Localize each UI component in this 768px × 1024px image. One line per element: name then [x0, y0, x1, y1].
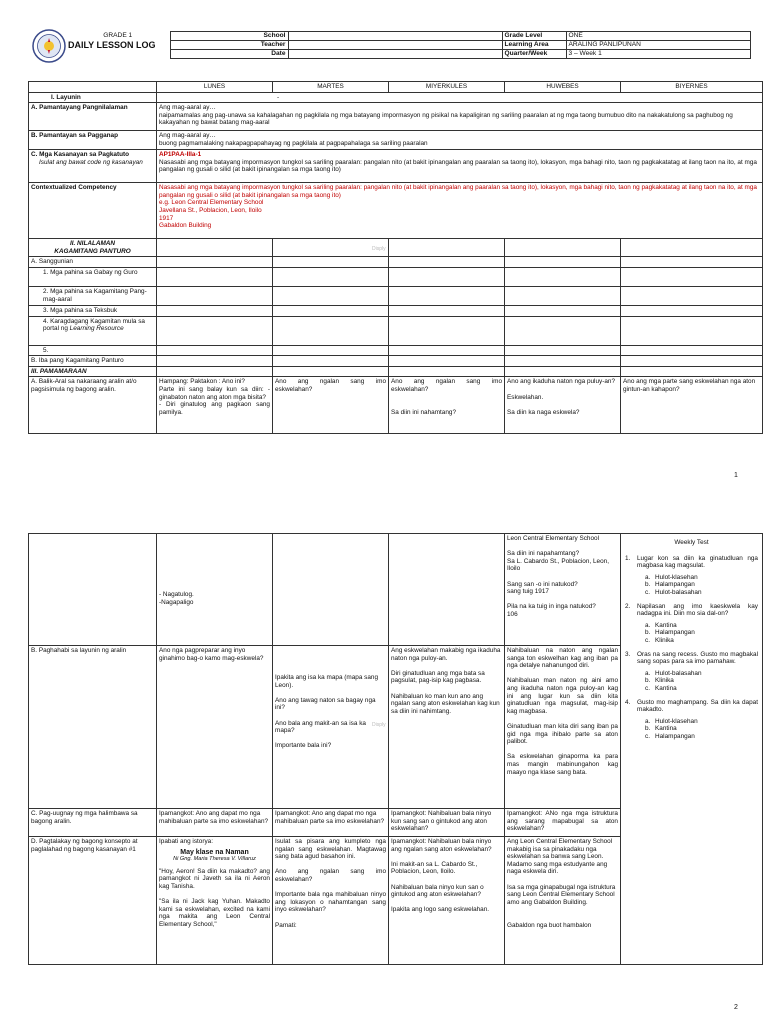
weekly-test-number: 1. — [625, 554, 631, 562]
weekly-test-title: Weekly Test — [674, 539, 709, 546]
weekly-test-choice: a. Hulot-klasehan — [645, 573, 698, 581]
weekly-test-question: Napilasan ang imo kaeskwela kay nadagpa ini. Diin mo sia dal-on? — [637, 602, 758, 618]
pag-uugnay-lunes: Ipamangkot: Ano ang dapat mo nga mahibaluan parte sa imo eskwelahan? — [157, 809, 273, 837]
story-text: "Hoy, Aeron! Sa diin ka makadto? ang pamangkot ni Javeth sa ila ni Aeron kag Tanisha. "Sa ila ni Jack kag Yuhan. Makadto kami sa eskwelahan, excited na kami nga makita ang Leon Central Elementary School," — [159, 867, 270, 928]
sanggunian-five: 5. — [29, 345, 157, 356]
date-value[interactable] — [288, 50, 502, 59]
balik-aral-martes: Ano ang ngalan sang imo eskwelahan? — [273, 377, 389, 434]
grade-level-value[interactable]: ONE — [566, 32, 750, 41]
day-header-biyernes: BIYERNES — [621, 82, 763, 93]
cont-lunes: - Nagatulog. -Nagapaligo — [157, 534, 273, 646]
pamantayan-sa-pagganap-text: Ang mag-aaral ay… buong pagmamalaking nakapagpapahayag ng pagkilala at pagpapahalaga sa sariling paaralan — [157, 131, 763, 150]
lesson-table-page2 — [28, 533, 763, 965]
kasanayan-label: C. Mga Kasanayan sa Pagkatuto — [31, 151, 130, 159]
weekly-test-choice: b. Halampangan — [645, 629, 695, 637]
weekly-test-question: Gusto mo maghampang. Sa diin ka dapat makadto. — [637, 698, 758, 714]
weekly-test-choice: a. Hulot-balasahan — [645, 669, 702, 677]
day-header-lunes: LUNES — [157, 82, 273, 93]
header-table — [28, 31, 751, 59]
weekly-test-item — [625, 699, 758, 741]
contextualized-text: Nasasabi ang mga batayang impormasyon tungkol sa sariling paaralan: pangalan nito (at bakit ipinangalan ang paaralan sa taong ito), lokasyon, mga bahagi nito, taon ng pagkakatatag at ilang taon na ito, at mga pangalan ng gusali o silid (at bakit ipinangalan sa mga taong ito) — [159, 184, 757, 199]
weekly-test-number: 4. — [625, 698, 631, 706]
cont-huwebes: Leon Central Elementary School Sa diin ini napahamtang? Sa L. Cabardo St., Poblacion, Leon, Iloilo Sang san -o ini natukod? sang tuig 1917 Pila na ka tuig in inga natukod? 106 — [505, 534, 621, 646]
weekly-test-choice: c. Halampangan — [645, 732, 695, 740]
story-title: May klase na Naman — [180, 848, 249, 856]
weekly-test-choice: b. Kantina — [645, 725, 677, 733]
learning-area-value[interactable]: ARALING PANLIPUNAN — [566, 41, 750, 50]
page-number-1: 1 — [734, 472, 738, 479]
paghahabi-miyerkules: Ang eskwelahan makabig nga ikaduha naton nga puloy-an. Diri ginatudluan ang mga bata sa pagsulat, pag-isip kag pagbasa. Nahibaluan ko man kun ano ang ngalan sang aton eskwelahan kag kun sa diin ini nahimtang. — [389, 646, 505, 809]
weekly-test-choice: b. Klinika — [645, 677, 674, 685]
layunin-dash: - — [157, 92, 763, 103]
weekly-test-choice: c. Klinika — [645, 636, 674, 644]
lesson-table-page1 — [28, 81, 763, 434]
pagtalakay-martes: Isulat sa pisara ang kumpleto nga ngalan sang eskwelahan. Magtawag sang bata agud basahon ini. Ano ang ngalan sang imo eskwelahan? Importante bala nga mahibaluan ninyo ang lokasyon o nahamtangan sang inyo eskwelahan? Pamati: — [273, 837, 389, 965]
sanggunian-label: A. Sanggunian — [29, 257, 157, 268]
pagtalakay-miyerkules: Ipamangkot: Nahibaluan bala ninyo ang ngalan sang aton eskwelahan? Ini makit-an sa L. Cabardo St., Poblacion, Leon, Iloilo. Nahibaluan bala ninyo kun san o gintukod ang aton eskwelahan? Ipakita ang logo sang eskwelahan. — [389, 837, 505, 965]
quarter-label: Quarter/Week — [502, 50, 566, 59]
kasanayan-text-cell — [157, 150, 763, 183]
day-header-huwebes: HUWEBES — [505, 82, 621, 93]
teacher-value[interactable] — [288, 41, 502, 50]
layunin-label: I. Layunin — [29, 92, 157, 103]
weekly-test-question: Oras na sang recess. Gusto mo magbakal sang sopas para sa imo pamahaw. — [637, 650, 758, 666]
pagtalakay-label: D. Pagtalakay ng bagong konsepto at paglalahad ng bagong kasanayan #1 — [29, 837, 157, 965]
contextualized-label: Contextualized Competency — [29, 183, 157, 239]
weekly-test-choice: c. Kantina — [645, 684, 677, 692]
balik-aral-biyernes: Ano ang mga parte sang eskwelahan nga aton gintun-an kahapon? — [621, 377, 763, 434]
school-value[interactable] — [288, 32, 502, 41]
weekly-test-choice: a. Hulot-klasehan — [645, 717, 698, 725]
paghahabi-lunes: Ano nga pagpreparar ang inyo ginahimo bag-o kamo mag-eskwela? — [157, 646, 273, 809]
sanggunian-lr-portal-italic: Learning Resource — [69, 325, 124, 333]
sanggunian-gabay-guro: 1. Mga pahina sa Gabay ng Guro — [29, 267, 157, 286]
watermark-2: Disply — [372, 722, 386, 728]
pag-uugnay-miyerkules: Ipamangkot: Nahibaluan bala ninyo kun sang san o gintukod ang aton eskwelahan? — [389, 809, 505, 837]
pag-uugnay-label: C. Pag-uugnay ng mga halimbawa sa bagong aralin. — [29, 809, 157, 837]
weekly-test-number: 3. — [625, 650, 631, 658]
school-label: School — [170, 32, 288, 41]
balik-aral-miyerkules: Ano ang ngalan sang imo eskwelahan? Sa diin ini nahamtang? — [389, 377, 505, 434]
day-header-martes: MARTES — [273, 82, 389, 93]
kasanayan-cell — [29, 150, 157, 183]
weekly-test-item — [625, 651, 758, 693]
date-label: Date — [170, 50, 288, 59]
sanggunian-lr-portal-cell — [29, 316, 157, 345]
weekly-test-choice: b. Halampangan — [645, 581, 695, 589]
sanggunian-lr-portal: 4. Karagdagang Kagamitan mula sa portal ng — [43, 317, 145, 333]
learning-area-label: Learning Area — [502, 41, 566, 50]
pamamaraan-label: III. PAMAMARAAN — [29, 366, 157, 377]
balik-aral-huwebes: Ano ang ikaduha naton nga puluy-an? Eskwelahan. Sa diin ka naga eskwela? — [505, 377, 621, 434]
story-intro: Ipabati ang istorya: — [159, 838, 213, 845]
grade-level-label: Grade Level — [502, 32, 566, 41]
weekly-test-list — [625, 555, 758, 741]
weekly-test-choice: a. Kantina — [645, 621, 677, 629]
quarter-value[interactable]: 3 – Week 1 — [566, 50, 750, 59]
pamantayan-sa-pagganap-label: B. Pamantayan sa Pagganap — [29, 131, 157, 150]
iba-pang-kagamitan-label: B. Iba pang Kagamitang Panturo — [29, 356, 157, 367]
contextualized-example: e.g. Leon Central Elementary School Javellana St., Poblacion, Leon, Iloilo 1917 Gabaldon Building — [159, 199, 264, 230]
kasanayan-sub: Isulat ang bawat code ng kasanayan — [39, 158, 143, 166]
corner-cell — [29, 82, 157, 93]
log-title: DAILY LESSON LOG — [68, 40, 156, 50]
pagtalakay-huwebes: Ang Leon Central Elementary School makabig isa sa pinakadaku nga eskwelahan sa banwa sang Leon. Madamo sang mga estudyante ang naga eskwela diri. Isa sa mga ginapabugal nga istruktura sang Leon Central Elementary School amo ang Gabaldon Building. Gabaldon nga buot hambalon — [505, 837, 621, 965]
weekly-test-question: Lugar kon sa diin ka ginatudluan nga magbasa kag magsulat. — [637, 554, 758, 570]
contextualized-text-cell — [157, 183, 763, 239]
weekly-test-item — [625, 555, 758, 597]
balik-aral-lunes: Hampang: Paktakon : Ano ini? Parte ini sang balay kun sa diin: - ginabaton naton ang aton mga bisita? - Diri ginatulog ang pagkaon sang pamilya. — [157, 377, 273, 434]
day-header-miyerkules: MIYERKULES — [389, 82, 505, 93]
grade-title: GRADE 1 — [103, 31, 133, 39]
sanggunian-kagamitang-mag-aaral: 2. Mga pahina sa Kagamitang Pang-mag-aaral — [29, 286, 157, 305]
teacher-label: Teacher — [170, 41, 288, 50]
competency-code: AP1PAA-IIIa-1 — [159, 151, 202, 159]
kagamitan-label: KAGAMITANG PANTURO — [54, 247, 131, 255]
balik-aral-label: A. Balik-Aral sa nakaraang aralin at/o pagsisimula ng bagong aralin. — [29, 377, 157, 434]
weekly-test-number: 2. — [625, 602, 631, 610]
kasanayan-text: Nasasabi ang mga batayang impormasyon tungkol sa sariling paaralan: pangalan nito (at bakit ipinangalan ang paaralan sa taong ito), lokasyon, mga bahagi nito, taon ng pagkakatatag at ilang taon na ito, at mga pangalan ng gusali o silid (at bakit ipinangalan sa mga taong ito) — [159, 158, 757, 174]
paghahabi-martes: Ipakita ang isa ka mapa (mapa sang Leon). Ano ang tawag naton sa bagay nga ini? Ano bala ang makit-an sa isa ka mapa? Importante bala ini? — [273, 646, 389, 809]
page-number-2: 2 — [734, 1004, 738, 1011]
weekly-test-cell — [621, 534, 763, 965]
nilalaman-label: II. NILALAMAN — [69, 240, 116, 248]
pamantayang-pangnilalaman-text: Ang mag-aaral ay… naipamamalas ang pag-unawa sa kahalagahan ng pagkilala ng mga batayang impormasyon ng pisikal na kapaligiran ng sariling paaralan at ng mga taong bumubuo dito na nakakatulong sa paghubog ng kakayahan ng bawat batang mag-aaral — [157, 103, 763, 131]
story-author: Ni Gng. Maria Theresa V. Villaruz — [173, 856, 256, 863]
weekly-test-item — [625, 603, 758, 645]
pamantayang-pangnilalaman-label: A. Pamantayang Pangnilalaman — [29, 103, 157, 131]
pagtalakay-lunes — [157, 837, 273, 965]
watermark: Disply — [372, 246, 386, 252]
paghahabi-huwebes: Nahibaluan na naton ang ngalan sanga ton eskwelhan kag ang iban pa nga detalye nahanungod diri. Nahibaluan man naton ng aini amo ang ikaduha naton nga puloy-an kag ini ang lugar kun sa diin kita ginatudluan nga magsulat, mag-isip kag magbasa. Ginatudluan man kita diri sang iban pa gid nga mga ihibalo parte sa aton palibot. Sa eskwelahan ginaporma ka para mas mangin mabinungahon kag maayo nga klase sang bata. — [505, 646, 621, 809]
nilalaman-cell — [29, 239, 157, 257]
pag-uugnay-martes: Ipamangkot: Ano ang dapat mo nga mahibaluan parte sa imo eskwelahan? — [273, 809, 389, 837]
sanggunian-teksbuk: 3. Mga pahina sa Teksbuk — [29, 305, 157, 316]
weekly-test-choice: c. Hulot-balasahan — [645, 588, 702, 596]
pag-uugnay-huwebes: Ipamangkot: ANo nga mga istruktura ang sarang mapabugal sa aton eskwelahan? — [505, 809, 621, 837]
paghahabi-label: B. Paghahabi sa layunin ng aralin — [29, 646, 157, 809]
